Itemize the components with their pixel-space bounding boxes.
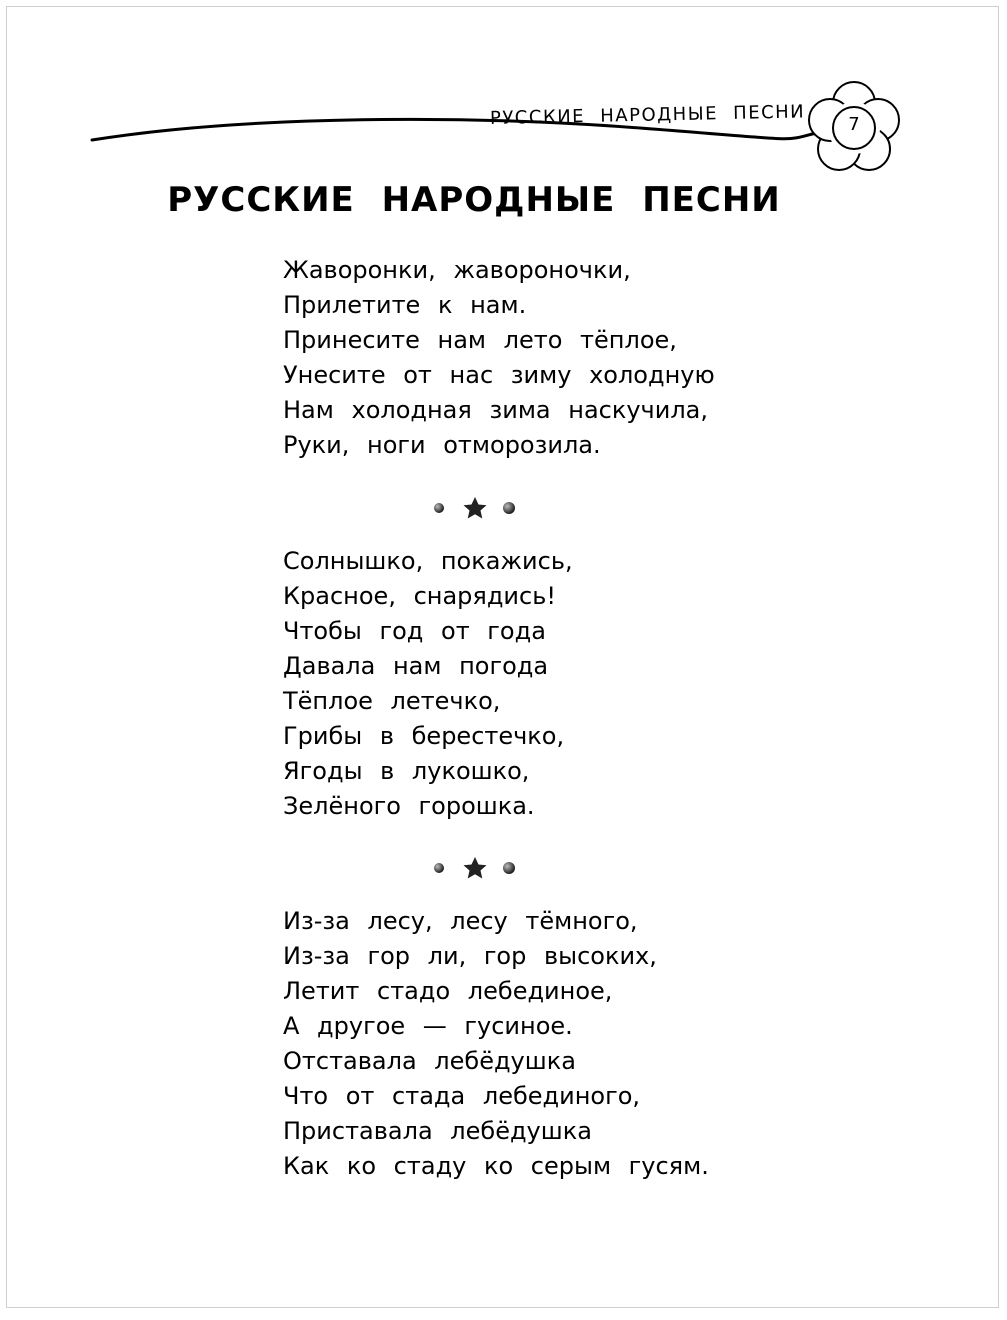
- poem-line: Красное, снарядись!: [283, 582, 556, 610]
- poem-line: А другое — гусиное.: [283, 1012, 573, 1040]
- poem-line: Руки, ноги отморозила.: [283, 431, 601, 459]
- poem-1: [283, 253, 715, 463]
- star-icon: [464, 857, 487, 879]
- poem-line: Прилетите к нам.: [283, 291, 527, 319]
- poem-line: Чтобы год от года: [283, 617, 546, 645]
- poem-line: Из-за лесу, лесу тёмного,: [283, 907, 638, 935]
- page-number: 7: [848, 114, 860, 135]
- poem-line: Давала нам погода: [283, 652, 549, 680]
- page-title: РУССКИЕ НАРОДНЫЕ ПЕСНИ: [167, 180, 781, 220]
- poem-line: Летит стадо лебединое,: [283, 977, 613, 1005]
- poem-3: [283, 904, 709, 1184]
- poem-line: Как ко стаду ко серым гусям.: [283, 1152, 709, 1180]
- poem-line: Приставала лебёдушка: [283, 1117, 592, 1145]
- poem-line: Зелёного горошка.: [283, 792, 535, 820]
- poem-line: Грибы в берестечко,: [283, 722, 565, 750]
- dot-icon: [503, 862, 515, 874]
- dot-icon: [434, 503, 444, 513]
- star-icon: [464, 497, 487, 519]
- poem-line: Нам холодная зима наскучила,: [283, 396, 709, 424]
- dot-icon: [503, 502, 515, 514]
- poem-line: Тёплое летечко,: [283, 687, 501, 715]
- poem-line: Из-за гор ли, гор высоких,: [283, 942, 657, 970]
- section-separator: [430, 856, 520, 880]
- section-separator: [430, 496, 520, 520]
- poem-line: Принесите нам лето тёплое,: [283, 326, 677, 354]
- poem-line: Что от стада лебединого,: [283, 1082, 641, 1110]
- poem-line: Солнышко, покажись,: [283, 547, 573, 575]
- poem-line: Ягоды в лукошко,: [283, 757, 530, 785]
- poem-line: Отставала лебёдушка: [283, 1047, 576, 1075]
- poem-line: Жаворонки, жавороночки,: [283, 256, 631, 284]
- poem-2: [283, 544, 573, 824]
- dot-icon: [434, 863, 444, 873]
- running-head: РУССКИЕ НАРОДНЫЕ ПЕСНИ: [489, 101, 806, 129]
- header-decoration: [0, 0, 1007, 180]
- poem-line: Унесите от нас зиму холодную: [283, 361, 715, 389]
